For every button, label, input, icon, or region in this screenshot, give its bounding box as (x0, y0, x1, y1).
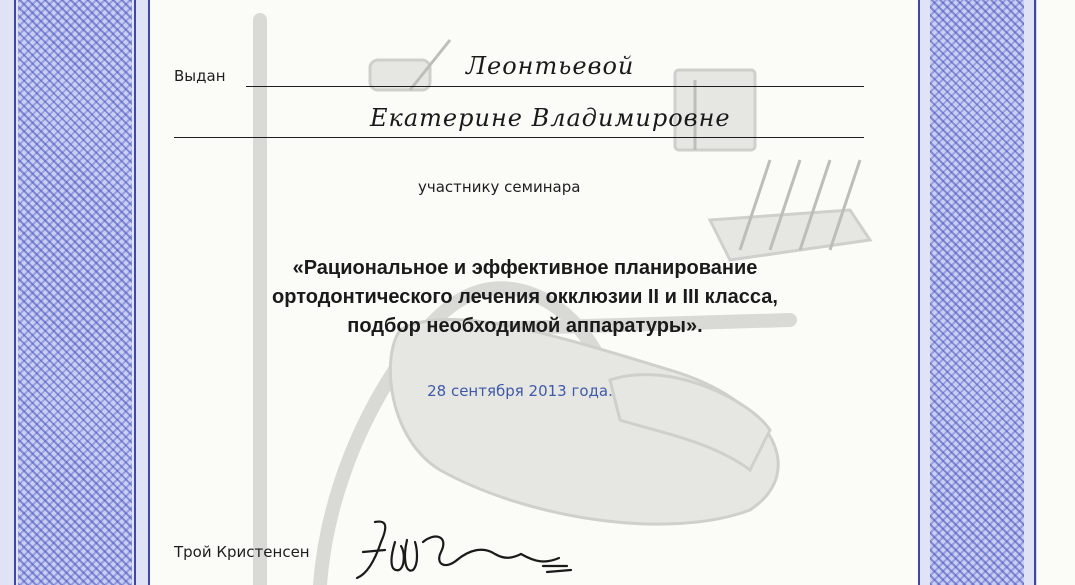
seminar-date: 28 сентября 2013 года. (427, 382, 613, 400)
recipient-name: Екатерине Владимировне (370, 104, 731, 132)
paper-margin (1036, 0, 1075, 585)
recipient-surname: Леонтьевой (466, 52, 635, 80)
seminar-title-line: ортодонтического лечения окклюзии II и III класса, (272, 286, 778, 308)
seminar-title-line: «Рациональное и эффективное планирование (292, 257, 758, 279)
signatory-name: Трой Кристенсен (174, 543, 310, 561)
seminar-title (200, 254, 850, 341)
right-guilloche-border (918, 0, 1036, 585)
recipient-line-1-rule (246, 86, 864, 87)
seminar-title-line: подбор необходимой аппаратуры». (347, 315, 703, 337)
left-guilloche-border (0, 0, 150, 585)
participant-label: участнику семинара (418, 178, 581, 196)
handwritten-signature (345, 512, 585, 585)
issued-label: Выдан (174, 67, 226, 85)
recipient-line-2-rule (174, 137, 864, 138)
